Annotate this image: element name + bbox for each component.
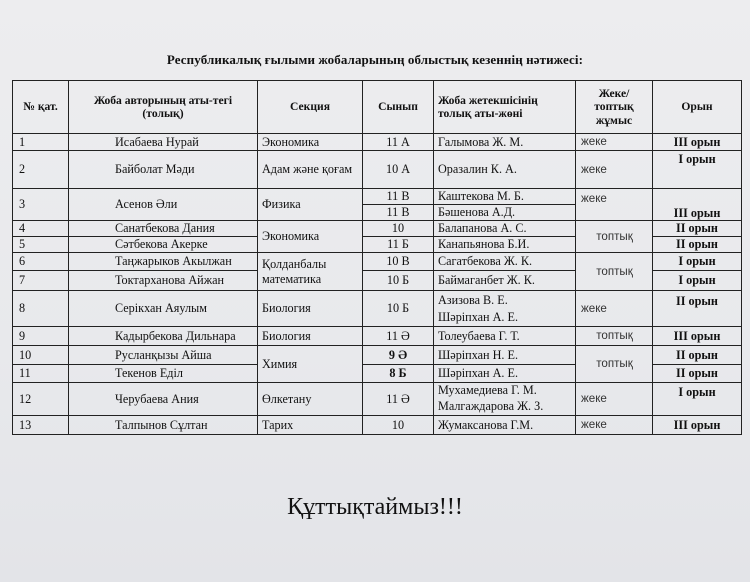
supervisor: Шәріпхан А. Е. bbox=[434, 365, 576, 383]
place: ІІ орын bbox=[653, 291, 742, 327]
supervisor: Галымова Ж. М. bbox=[434, 134, 576, 151]
section: Адам және қоғам bbox=[258, 151, 363, 189]
row-number: 5 bbox=[13, 237, 69, 253]
row-number: 1 bbox=[13, 134, 69, 151]
grade: 10 Б bbox=[363, 291, 434, 327]
section: Биология bbox=[258, 327, 363, 346]
place: ІІ орын bbox=[653, 237, 742, 253]
table-row bbox=[13, 327, 742, 346]
header-author: Жоба авторының аты-тегі (толық) bbox=[69, 81, 258, 134]
place: І орын bbox=[653, 383, 742, 416]
row-number: 12 bbox=[13, 383, 69, 416]
supervisor: Баймаганбет Ж. К. bbox=[434, 271, 576, 291]
section: Физика bbox=[258, 189, 363, 221]
supervisor bbox=[434, 291, 576, 327]
table-row bbox=[13, 221, 742, 237]
author-name: Исабаева Нурай bbox=[69, 134, 258, 151]
grade: 11 А bbox=[363, 134, 434, 151]
grade: 8 Б bbox=[363, 365, 434, 383]
place: ІІІ орын bbox=[653, 189, 742, 221]
row-number: 2 bbox=[13, 151, 69, 189]
section: Экономика bbox=[258, 134, 363, 151]
author-name: Русланқызы Айша bbox=[69, 346, 258, 365]
grade: 9 Ә bbox=[363, 346, 434, 365]
header-grade: Сынып bbox=[363, 81, 434, 134]
row-number: 8 bbox=[13, 291, 69, 327]
supervisor: Жумаксанова Г.М. bbox=[434, 416, 576, 435]
congratulations-text: Құттықтаймыз!!! bbox=[287, 494, 463, 520]
header-place: Орын bbox=[653, 81, 742, 134]
author-name: Талпынов Сұлтан bbox=[69, 416, 258, 435]
work-type: топтық bbox=[576, 221, 653, 253]
work-type: жеке bbox=[576, 189, 653, 221]
grade: 10 Б bbox=[363, 271, 434, 291]
row-number: 11 bbox=[13, 365, 69, 383]
row-number: 10 bbox=[13, 346, 69, 365]
table-row bbox=[13, 253, 742, 271]
author-name: Таңжарыков Акылжан bbox=[69, 253, 258, 271]
place: ІІІ орын bbox=[653, 327, 742, 346]
supervisor bbox=[434, 383, 576, 416]
section: Экономика bbox=[258, 221, 363, 253]
table-header-row bbox=[13, 81, 742, 134]
author-name: Сәтбекова Акерке bbox=[69, 237, 258, 253]
supervisor: Сагатбекова Ж. К. bbox=[434, 253, 576, 271]
work-type: жеке bbox=[576, 134, 653, 151]
section: Қолданбалы математика bbox=[258, 253, 363, 291]
row-number: 4 bbox=[13, 221, 69, 237]
place: ІІ орын bbox=[653, 221, 742, 237]
table-row bbox=[13, 134, 742, 151]
row-number: 7 bbox=[13, 271, 69, 291]
row-number: 13 bbox=[13, 416, 69, 435]
section: Тарих bbox=[258, 416, 363, 435]
author-name: Токтарханова Айжан bbox=[69, 271, 258, 291]
document-title: Республикалық ғылыми жобаларының облыстық кезеннің нәтижесі: bbox=[166, 52, 584, 67]
place: І орын bbox=[653, 151, 742, 189]
section: Химия bbox=[258, 346, 363, 383]
author-name: Серікхан Аяулым bbox=[69, 291, 258, 327]
author-name: Кадырбекова Дильнара bbox=[69, 327, 258, 346]
author-name: Черубаева Ания bbox=[69, 383, 258, 416]
table-row bbox=[13, 346, 742, 365]
grade: 11 В bbox=[363, 205, 434, 221]
work-type: жеке bbox=[576, 291, 653, 327]
header-section: Секция bbox=[258, 81, 363, 134]
section: Өлкетану bbox=[258, 383, 363, 416]
table-row bbox=[13, 189, 742, 205]
supervisor: Балапанова А. С. bbox=[434, 221, 576, 237]
supervisor: Канапьянова Б.И. bbox=[434, 237, 576, 253]
place: ІІІ орын bbox=[653, 134, 742, 151]
grade: 11 Ә bbox=[363, 383, 434, 416]
row-number: 6 bbox=[13, 253, 69, 271]
grade: 11 Ә bbox=[363, 327, 434, 346]
author-name: Асенов Әли bbox=[69, 189, 258, 221]
place: ІІ орын bbox=[653, 346, 742, 365]
header-num: № қат. bbox=[13, 81, 69, 134]
grade: 11 В bbox=[363, 189, 434, 205]
supervisor-line: Азизова В. Е. bbox=[438, 293, 508, 308]
supervisor: Толеубаева Г. Т. bbox=[434, 327, 576, 346]
supervisor-line: Малгаждарова Ж. З. bbox=[438, 399, 544, 413]
table-row bbox=[13, 291, 742, 327]
grade: 10 В bbox=[363, 253, 434, 271]
grade: 10 А bbox=[363, 151, 434, 189]
work-type: топтық bbox=[576, 327, 653, 346]
supervisor: Шәріпхан Н. Е. bbox=[434, 346, 576, 365]
results-table bbox=[12, 80, 742, 435]
place: ІІ орын bbox=[653, 365, 742, 383]
grade: 10 bbox=[363, 416, 434, 435]
work-type: жеке bbox=[576, 416, 653, 435]
work-type: топтық bbox=[576, 346, 653, 383]
table-row bbox=[13, 416, 742, 435]
table-row bbox=[13, 383, 742, 416]
work-type: жеке bbox=[576, 151, 653, 189]
place: І орын bbox=[653, 271, 742, 291]
table-row bbox=[13, 151, 742, 189]
grade: 10 bbox=[363, 221, 434, 237]
author-name: Санатбекова Дания bbox=[69, 221, 258, 237]
supervisor: Оразалин К. А. bbox=[434, 151, 576, 189]
author-name: Байболат Мәди bbox=[69, 151, 258, 189]
supervisor-line: Мухамедиева Г. М. bbox=[438, 383, 537, 398]
row-number: 3 bbox=[13, 189, 69, 221]
row-number: 9 bbox=[13, 327, 69, 346]
supervisor: Каштекова М. Б. bbox=[434, 189, 576, 205]
author-name: Текенов Еділ bbox=[69, 365, 258, 383]
work-type: топтық bbox=[576, 253, 653, 291]
place: ІІІ орын bbox=[653, 416, 742, 435]
header-supervisor: Жоба жетекшісінің толық аты-жөні bbox=[434, 81, 576, 134]
place: І орын bbox=[653, 253, 742, 271]
work-type: жеке bbox=[576, 383, 653, 416]
supervisor-line: Шәріпхан А. Е. bbox=[438, 309, 519, 324]
section: Биология bbox=[258, 291, 363, 327]
header-type: Жеке/ топтық жұмыс bbox=[576, 81, 653, 134]
grade: 11 Б bbox=[363, 237, 434, 253]
supervisor: Бәшенова А.Д. bbox=[434, 205, 576, 221]
